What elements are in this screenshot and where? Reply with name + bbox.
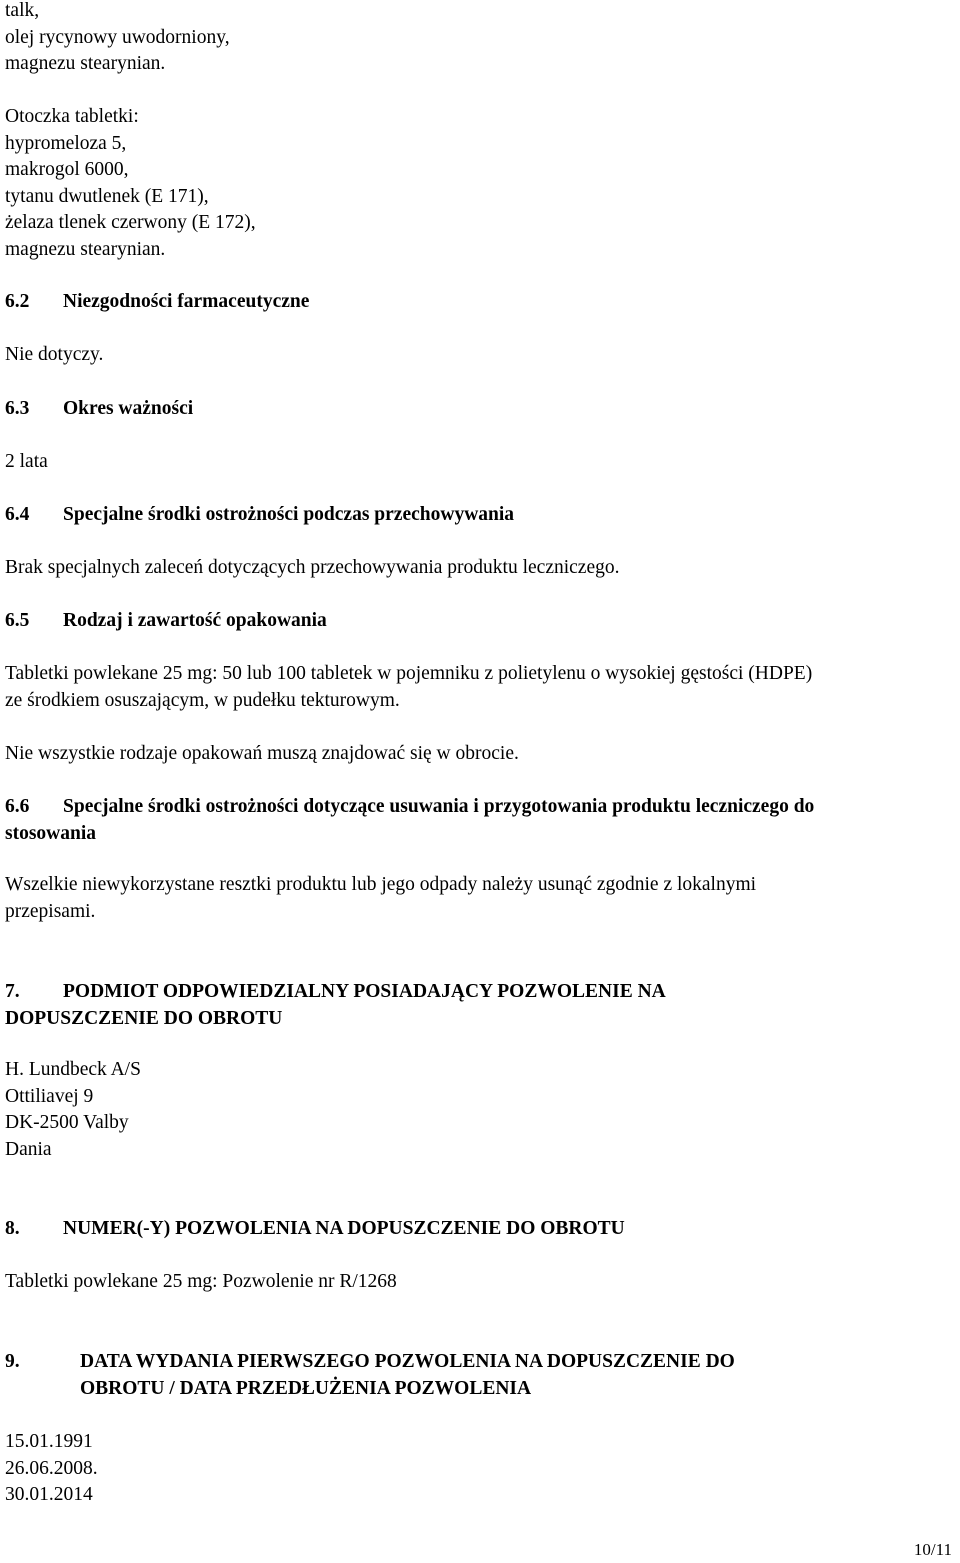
section-6-5-text <box>5 661 955 714</box>
coating-item: tytanu dwutlenek (E 171), <box>5 185 209 207</box>
coating-item: żelaza tlenek czerwony (E 172), <box>5 212 256 233</box>
section-title: PODMIOT ODPOWIEDZIALNY POSIADAJĄCY POZWOLENIE NA <box>63 981 666 1002</box>
section-title: Specjalne środki ostrożności podczas przechowywania <box>63 504 515 525</box>
date-line: 15.01.1991 <box>5 1431 93 1452</box>
section-6-3-text: 2 lata <box>5 451 48 472</box>
section-title-cont: DOPUSZCZENIE DO OBROTU <box>5 1007 283 1029</box>
coating-list <box>5 104 955 263</box>
coating-item: makrogol 6000, <box>5 159 129 180</box>
section-6-5-heading <box>5 608 955 635</box>
coating-heading: Otoczka tabletki: <box>5 106 139 127</box>
page-number: 10/11 <box>913 1540 952 1559</box>
section-title-cont: stosowania <box>5 822 97 844</box>
section-6-3-heading <box>5 396 955 423</box>
section-title: Rodzaj i zawartość opakowania <box>63 610 327 631</box>
section-8-text: Tabletki powlekane 25 mg: Pozwolenie nr R/1268 <box>5 1271 397 1292</box>
date-line: 30.01.2014 <box>5 1484 93 1505</box>
section-6-4-text: Brak specjalnych zaleceń dotyczących przechowywania produktu leczniczego. <box>5 557 620 578</box>
address-line: Dania <box>5 1138 52 1160</box>
address-line: H. Lundbeck A/S <box>5 1059 141 1080</box>
section-number: 6.4 <box>5 504 30 525</box>
section-title: Specjalne środki ostrożności dotyczące usuwania i przygotowania produktu leczniczego do <box>63 796 815 817</box>
section-number: 6.3 <box>5 398 30 419</box>
coating-item: magnezu stearynian. <box>5 238 166 260</box>
section-9-heading <box>5 1349 955 1402</box>
section-title: NUMER(-Y) POZWOLENIA NA DOPUSZCZENIE DO OBROTU <box>63 1218 625 1239</box>
section-number: 6.5 <box>5 610 30 631</box>
address-line: DK-2500 Valby <box>5 1112 129 1133</box>
address-line: Ottiliavej 9 <box>5 1085 94 1107</box>
section-title: DATA WYDANIA PIERWSZEGO POZWOLENIA NA DOPUSZCZENIE DO <box>80 1351 735 1372</box>
section-number: 8. <box>5 1218 20 1239</box>
section-6-2-text: Nie dotyczy. <box>5 344 104 365</box>
excipient-item: talk, <box>5 0 40 21</box>
section-title-cont: OBROTU / DATA PRZEDŁUŻENIA POZWOLENIA <box>80 1377 532 1399</box>
section-number: 6.2 <box>5 291 30 312</box>
excipient-item: magnezu stearynian. <box>5 53 166 74</box>
section-title: Niezgodności farmaceutyczne <box>63 291 310 312</box>
date-line: 26.06.2008. <box>5 1457 98 1479</box>
text-line: ze środkiem osuszającym, w pudełku tekturowym. <box>5 689 400 711</box>
excipient-item: olej rycynowy uwodorniony, <box>5 26 230 48</box>
section-number: 9. <box>5 1351 20 1372</box>
section-7-heading <box>5 979 955 1032</box>
section-6-2-heading <box>5 289 955 316</box>
mah-address <box>5 1057 955 1163</box>
section-8-heading <box>5 1216 955 1243</box>
authorisation-dates <box>5 1429 955 1509</box>
section-number: 6.6 <box>5 796 30 817</box>
section-title: Okres ważności <box>63 398 194 419</box>
excipients-core-list <box>5 0 955 78</box>
coating-item: hypromeloza 5, <box>5 132 127 154</box>
text-line: Tabletki powlekane 25 mg: 50 lub 100 tabletek w pojemniku z polietylenu o wysokiej gęstości (HDPE) <box>5 663 813 684</box>
section-6-5-note: Nie wszystkie rodzaje opakowań muszą znajdować się w obrocie. <box>5 743 519 764</box>
text-line: przepisami. <box>5 900 96 922</box>
section-6-6-text <box>5 872 955 925</box>
section-6-4-heading <box>5 502 955 529</box>
section-6-6-heading <box>5 794 955 847</box>
text-line: Wszelkie niewykorzystane resztki produktu lub jego odpady należy usunąć zgodnie z lokalnymi <box>5 874 757 895</box>
section-number: 7. <box>5 981 20 1002</box>
